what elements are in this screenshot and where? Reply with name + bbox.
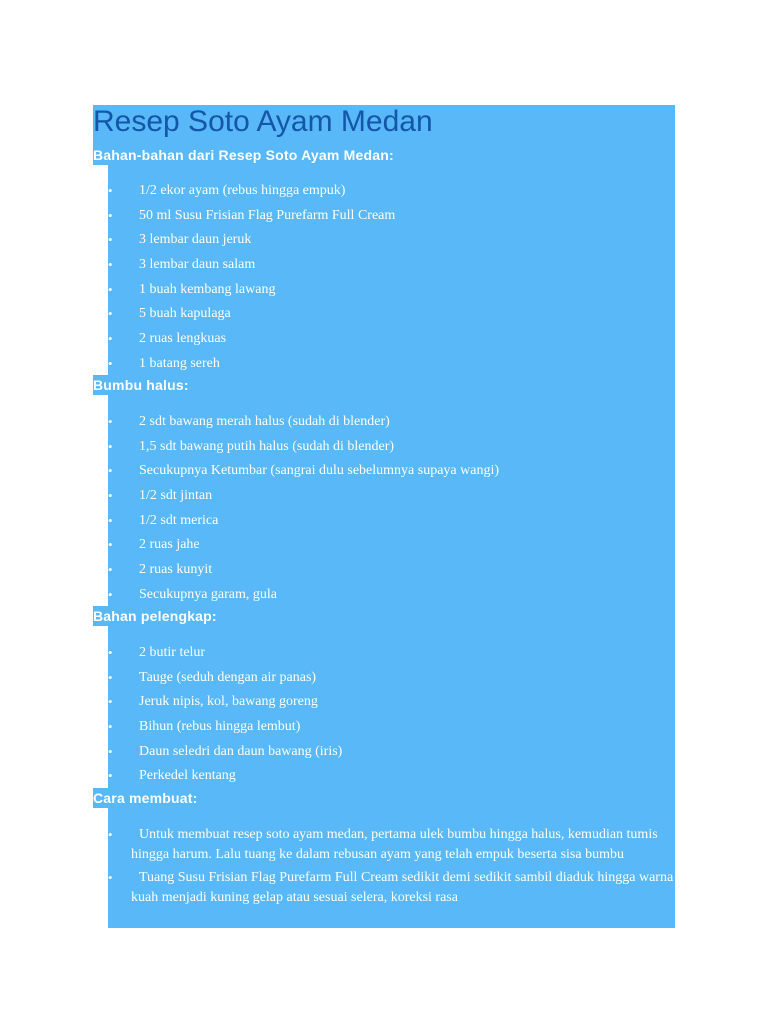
list-item-text: 50 ml Susu Frisian Flag Purefarm Full Cream bbox=[139, 207, 396, 223]
list-item bbox=[108, 459, 675, 484]
list-item-text: 1/2 sdt merica bbox=[139, 512, 219, 528]
list-item-text: Perkedel kentang bbox=[139, 768, 236, 784]
ingredients-list bbox=[108, 179, 675, 377]
list-item-text: Jeruk nipis, kol, bawang goreng bbox=[139, 694, 318, 710]
section-heading-steps: Cara membuat: bbox=[93, 790, 198, 806]
section-heading-spices: Bumbu halus: bbox=[93, 377, 189, 393]
list-item-text: 1,5 sdt bawang putih halus (sudah di blender) bbox=[139, 438, 395, 454]
bullet-icon: • bbox=[108, 645, 113, 660]
list-item bbox=[108, 204, 675, 229]
list-item bbox=[108, 228, 675, 253]
bullet-icon: • bbox=[108, 694, 113, 710]
list-item bbox=[108, 764, 675, 789]
list-item bbox=[108, 352, 675, 377]
bullet-icon: • bbox=[108, 827, 113, 842]
list-item-text: 3 lembar daun salam bbox=[139, 257, 256, 273]
bullet-icon: • bbox=[108, 281, 113, 297]
list-item bbox=[108, 327, 675, 352]
bullet-icon: • bbox=[108, 768, 113, 784]
list-item-text: 2 ruas lengkuas bbox=[139, 331, 227, 347]
bullet-icon: • bbox=[108, 743, 113, 759]
list-item-text: 2 ruas jahe bbox=[139, 537, 200, 553]
bullet-icon: • bbox=[108, 257, 113, 273]
list-item bbox=[108, 435, 675, 460]
bullet-icon: • bbox=[108, 438, 113, 454]
bullet-icon: • bbox=[108, 306, 113, 322]
list-item-text: Bihun (rebus hingga lembut) bbox=[139, 719, 301, 735]
bullet-icon: • bbox=[108, 232, 113, 248]
spices-list bbox=[108, 410, 675, 608]
list-item bbox=[108, 278, 675, 303]
list-item-text: 1/2 sdt jintan bbox=[139, 488, 213, 504]
list-item bbox=[108, 715, 675, 740]
list-item-text: Daun seledri dan daun bawang (iris) bbox=[139, 743, 343, 759]
bullet-icon: • bbox=[108, 719, 113, 735]
list-item-text: 1 buah kembang lawang bbox=[139, 281, 276, 297]
list-item bbox=[108, 690, 675, 715]
step-item-text: Untuk membuat resep soto ayam medan, pertama ulek bumbu hingga halus, kemudian tumis hingga harum. Lalu tuang ke dalam rebusan ayam yang telah empuk beserta sisa bumbu bbox=[131, 827, 658, 862]
list-item bbox=[108, 740, 675, 765]
bullet-icon: • bbox=[108, 331, 113, 347]
bullet-icon: • bbox=[108, 207, 113, 223]
bullet-icon: • bbox=[108, 355, 113, 371]
step-item bbox=[108, 825, 675, 865]
bullet-icon: • bbox=[108, 463, 113, 479]
bullet-icon: • bbox=[108, 562, 113, 578]
list-item-text: 2 ruas kunyit bbox=[139, 562, 213, 578]
list-item bbox=[108, 583, 675, 608]
page-title: Resep Soto Ayam Medan bbox=[93, 105, 433, 138]
bullet-icon: • bbox=[108, 512, 113, 528]
list-item bbox=[108, 253, 675, 278]
list-item bbox=[108, 641, 675, 666]
bullet-icon: • bbox=[108, 537, 113, 553]
list-item-text: Secukupnya Ketumbar (sangrai dulu sebelumnya supaya wangi) bbox=[139, 463, 500, 479]
list-item bbox=[108, 509, 675, 534]
section-heading-complements: Bahan pelengkap: bbox=[93, 608, 217, 624]
list-item bbox=[108, 410, 675, 435]
bullet-icon: • bbox=[108, 586, 113, 602]
list-item bbox=[108, 533, 675, 558]
list-item-text: Secukupnya garam, gula bbox=[139, 586, 278, 602]
list-item-text: Tauge (seduh dengan air panas) bbox=[139, 669, 317, 685]
bullet-icon: • bbox=[108, 870, 113, 885]
bullet-icon: • bbox=[108, 488, 113, 504]
list-item bbox=[108, 302, 675, 327]
list-item bbox=[108, 558, 675, 583]
complements-list bbox=[108, 641, 675, 789]
section-heading-ingredients: Bahan-bahan dari Resep Soto Ayam Medan: bbox=[93, 147, 394, 163]
list-item-text: 1 batang sereh bbox=[139, 355, 220, 371]
bullet-icon: • bbox=[108, 669, 113, 685]
step-item-text: Tuang Susu Frisian Flag Purefarm Full Cream sedikit demi sedikit sambil diaduk hingga warna kuah menjadi kuning gelap atau sesuai selera, koreksi rasa bbox=[131, 870, 674, 905]
list-item bbox=[108, 666, 675, 691]
list-item-text: 2 sdt bawang merah halus (sudah di blender) bbox=[139, 414, 390, 429]
bullet-icon: • bbox=[108, 414, 113, 429]
step-item bbox=[108, 868, 675, 908]
list-item bbox=[108, 484, 675, 509]
list-item-text: 3 lembar daun jeruk bbox=[139, 232, 252, 248]
list-item bbox=[108, 179, 675, 204]
list-item-text: 1/2 ekor ayam (rebus hingga empuk) bbox=[139, 183, 346, 198]
list-item-text: 5 buah kapulaga bbox=[139, 306, 231, 322]
bullet-icon: • bbox=[108, 183, 113, 198]
steps-list bbox=[108, 825, 675, 911]
list-item-text: 2 butir telur bbox=[139, 645, 206, 660]
